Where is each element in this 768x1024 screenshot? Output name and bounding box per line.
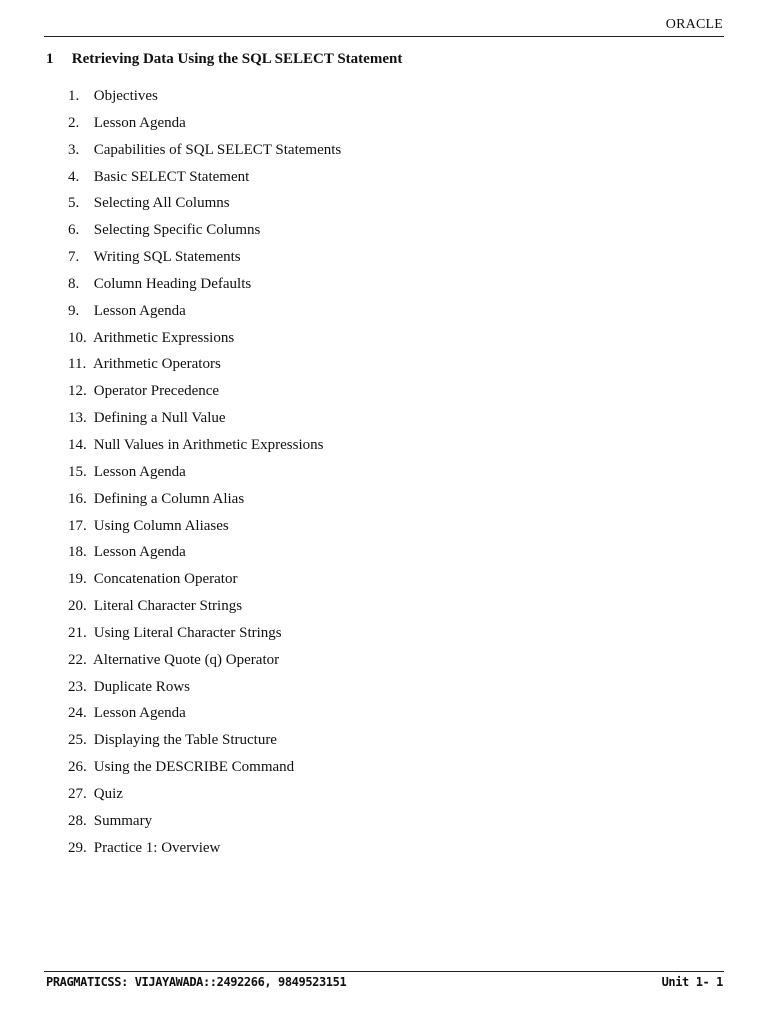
chapter-title: Retrieving Data Using the SQL SELECT Statement: [71, 51, 403, 67]
toc-item-number: 5.: [68, 195, 80, 212]
toc-item: [68, 488, 341, 515]
toc-item-label: Arithmetic Operators: [92, 356, 221, 373]
toc-item-number: 8.: [68, 275, 80, 292]
toc-item-label: Lesson Agenda: [93, 544, 186, 561]
chapter-heading: [46, 51, 402, 68]
toc-item-label: Null Values in Arithmetic Expressions: [93, 436, 324, 453]
toc-item-label: Using Literal Character Strings: [93, 624, 282, 641]
toc-item-label: Capabilities of SQL SELECT Statements: [93, 141, 342, 158]
toc-item-label: Basic SELECT Statement: [93, 168, 250, 185]
toc-item: [68, 273, 341, 300]
toc-item-label: Using the DESCRIBE Command: [93, 759, 295, 776]
toc-item: [68, 300, 341, 327]
toc-item: [68, 407, 341, 434]
toc-item: [68, 756, 341, 783]
toc-item: [68, 112, 341, 139]
chapter-number: 1: [46, 51, 54, 67]
toc-item-number: 2.: [68, 114, 80, 131]
toc-item-number: 14.: [68, 436, 87, 453]
toc-item-number: 6.: [68, 222, 80, 239]
toc-item-label: Objectives: [93, 88, 158, 104]
toc-item-label: Literal Character Strings: [93, 598, 243, 615]
toc-item: [68, 729, 341, 756]
toc-item: [68, 380, 341, 407]
toc-item-number: 13.: [68, 410, 87, 427]
toc-item-number: 28.: [68, 812, 87, 829]
toc-item-label: Defining a Null Value: [93, 410, 226, 427]
toc-item-label: Displaying the Table Structure: [93, 732, 277, 749]
toc-item-label: Lesson Agenda: [93, 114, 186, 131]
toc-item-number: 22.: [68, 651, 87, 668]
toc-item-label: Arithmetic Expressions: [92, 329, 235, 346]
header-divider: [44, 36, 724, 37]
toc-item-label: Duplicate Rows: [93, 678, 190, 695]
toc-item-label: Quiz: [93, 785, 123, 802]
toc-item-number: 17.: [68, 517, 87, 534]
toc-item-number: 4.: [68, 168, 80, 185]
toc-item-number: 27.: [68, 785, 87, 802]
toc-item-label: Using Column Aliases: [93, 517, 229, 534]
toc-item: [68, 676, 341, 703]
toc-item: [68, 622, 341, 649]
toc-item-number: 15.: [68, 463, 87, 480]
toc-item-number: 26.: [68, 759, 87, 776]
toc-item-number: 20.: [68, 598, 87, 615]
toc-item: [68, 783, 341, 810]
toc-item-number: 24.: [68, 705, 87, 722]
toc-item-number: 1.: [68, 88, 80, 104]
toc-item-number: 25.: [68, 732, 87, 749]
toc-item-number: 7.: [68, 249, 80, 266]
toc-item-number: 29.: [68, 839, 87, 856]
toc-item-label: Lesson Agenda: [93, 463, 186, 480]
toc-item-number: 19.: [68, 571, 87, 588]
toc-item-number: 10.: [68, 329, 87, 346]
toc-item-label: Column Heading Defaults: [93, 275, 252, 292]
toc-item-label: Defining a Column Alias: [93, 490, 245, 507]
toc-item: [68, 837, 341, 864]
toc-item: [68, 353, 341, 380]
toc-item-label: Lesson Agenda: [93, 705, 186, 722]
footer-contact: PRAGMATICSS: VIJAYAWADA::2492266, 9849523151: [46, 975, 347, 989]
footer-divider: [44, 971, 724, 972]
page-header-title: ORACLE: [665, 17, 723, 32]
toc-item: [68, 166, 341, 193]
toc-item: [68, 810, 341, 837]
toc-item: [68, 139, 341, 166]
toc-item: [68, 515, 341, 542]
toc-item: [68, 327, 341, 354]
toc-item: [68, 595, 341, 622]
table-of-contents: [68, 85, 341, 863]
toc-item: [68, 568, 341, 595]
toc-item-number: 3.: [68, 141, 80, 158]
footer-page-number: Unit 1- 1: [661, 975, 723, 989]
toc-item: [68, 192, 341, 219]
toc-item-number: 12.: [68, 383, 87, 400]
toc-item: [68, 461, 341, 488]
toc-item-number: 23.: [68, 678, 87, 695]
toc-item: [68, 649, 341, 676]
toc-item-label: Concatenation Operator: [93, 571, 238, 588]
toc-item-label: Selecting All Columns: [93, 195, 230, 212]
toc-item: [68, 541, 341, 568]
toc-item: [68, 219, 341, 246]
toc-item-label: Lesson Agenda: [93, 302, 186, 319]
toc-item-label: Summary: [93, 812, 153, 829]
toc-item: [68, 85, 341, 112]
toc-item-label: Writing SQL Statements: [93, 249, 241, 266]
toc-item: [68, 702, 341, 729]
toc-item-label: Operator Precedence: [93, 383, 220, 400]
toc-item: [68, 246, 341, 273]
toc-item-label: Selecting Specific Columns: [93, 222, 261, 239]
toc-item-label: Alternative Quote (q) Operator: [92, 651, 280, 668]
toc-item-number: 9.: [68, 302, 80, 319]
toc-item-label: Practice 1: Overview: [93, 839, 221, 856]
toc-item-number: 16.: [68, 490, 87, 507]
toc-item-number: 11.: [68, 356, 87, 373]
toc-item: [68, 434, 341, 461]
toc-item-number: 18.: [68, 544, 87, 561]
toc-item-number: 21.: [68, 624, 87, 641]
